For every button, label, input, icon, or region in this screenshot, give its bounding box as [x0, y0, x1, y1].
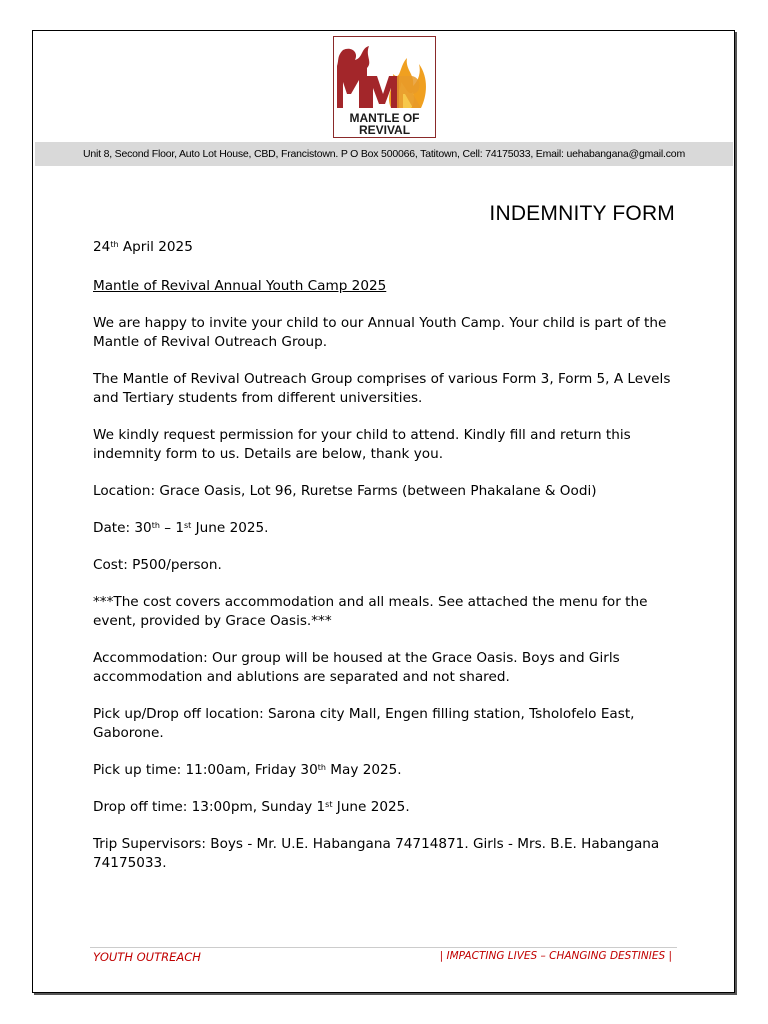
date-end-suffix: st	[184, 521, 192, 530]
form-title: INDEMNITY FORM	[489, 202, 675, 225]
svg-text:MANTLE OF: MANTLE OF	[349, 111, 420, 125]
footer-left-text: YOUTH OUTREACH	[93, 950, 201, 964]
date-month-year: April 2025	[118, 239, 193, 255]
pickup-time-label: Pick up time:	[93, 762, 182, 778]
date-day-suffix: th	[110, 240, 119, 249]
address-bar	[35, 142, 733, 166]
dropoff-time-label: Drop off time:	[93, 799, 188, 815]
pickup-time-suffix: th	[317, 763, 326, 772]
camp-heading	[93, 277, 673, 296]
svg-text:REVIVAL: REVIVAL	[358, 123, 411, 137]
request-paragraph: We kindly request permission for your child to attend. Kindly fill and return this indemnity form to us. Details are below, thank you.	[93, 427, 631, 462]
address-text: Unit 8, Second Floor, Auto Lot House, CBD, Francistown. P O Box 500066, Tatitown, Cell: 74175033, Email: uehabangana@gmail.com	[82, 148, 685, 160]
date-line	[93, 519, 673, 538]
letter-body	[93, 238, 673, 891]
location-label: Location:	[93, 483, 156, 499]
date-label: Date:	[93, 520, 131, 536]
location-value: Grace Oasis, Lot 96, Ruretse Farms (between Phakalane & Oodi)	[155, 483, 597, 499]
supervisors-line	[93, 835, 673, 873]
dropoff-time-suffix: st	[325, 800, 333, 809]
mantle-of-revival-logo	[333, 36, 436, 138]
location-line	[93, 482, 673, 501]
pickup-location-label: Pick up/Drop off location:	[93, 706, 264, 722]
dropoff-time-value: 13:00pm, Sunday 1	[187, 799, 326, 815]
accommodation-value: Our group will be housed at the Grace Oasis. Boys and Girls accommodation and ablutions are separated and not shared.	[93, 650, 620, 685]
date-end: – 1	[159, 520, 185, 536]
accommodation-line	[93, 649, 673, 687]
intro-paragraph: We are happy to invite your child to our Annual Youth Camp. Your child is part of the Mantle of Revival Outreach Group.	[93, 315, 667, 350]
date-end-month: June 2025.	[191, 520, 269, 536]
supervisors-label: Trip Supervisors:	[93, 836, 206, 852]
cost-note: ***The cost covers accommodation and all meals. See attached the menu for the event, provided by Grace Oasis.***	[93, 594, 648, 629]
letter-date	[93, 238, 673, 257]
dropoff-time-month: June 2025.	[332, 799, 410, 815]
pickup-location-line	[93, 705, 673, 743]
date-start-suffix: th	[151, 521, 160, 530]
date-day: 24	[93, 239, 111, 255]
footer-right-text: | IMPACTING LIVES – CHANGING DESTINIES |	[439, 950, 672, 962]
pickup-time-line	[93, 761, 673, 780]
pickup-time-month: May 2025.	[325, 762, 402, 778]
accommodation-label: Accommodation:	[93, 650, 208, 666]
date-start: 30	[130, 520, 152, 536]
pickup-time-value: 11:00am, Friday 30	[181, 762, 318, 778]
footer-divider	[90, 947, 677, 948]
cost-value: P500/person.	[127, 557, 222, 573]
cost-label: Cost:	[93, 557, 128, 573]
dropoff-time-line	[93, 798, 673, 817]
group-paragraph: The Mantle of Revival Outreach Group comprises of various Form 3, Form 5, A Levels and Tertiary students from different universities.	[93, 371, 671, 406]
camp-heading-text: Mantle of Revival Annual Youth Camp 2025	[93, 278, 387, 294]
supervisors-value: Boys - Mr. U.E. Habangana 74714871. Girls - Mrs. B.E. Habangana 74175033.	[93, 836, 660, 871]
cost-line	[93, 556, 673, 575]
pickup-location-value: Sarona city Mall, Engen filling station, Tsholofelo East, Gaborone.	[93, 706, 635, 741]
